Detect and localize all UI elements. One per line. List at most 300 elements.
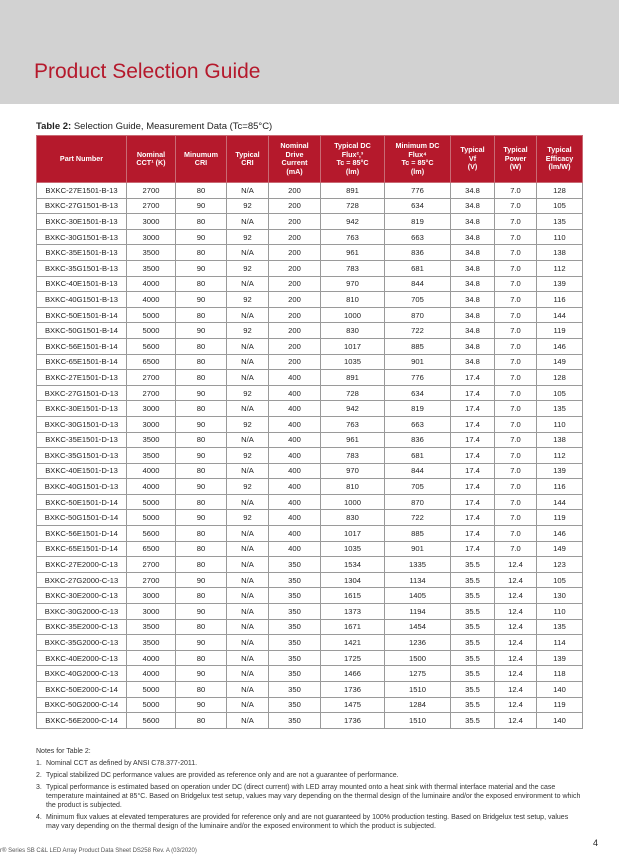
table-cell: 1405 xyxy=(385,588,451,604)
table-cell: 90 xyxy=(176,697,227,713)
table-cell: 138 xyxy=(537,432,583,448)
table-cell: 128 xyxy=(537,183,583,199)
table-cell: 885 xyxy=(385,338,451,354)
table-cell: 17.4 xyxy=(451,510,495,526)
column-header-line: Minumum xyxy=(184,149,218,159)
header-banner xyxy=(0,0,619,104)
table-cell: 112 xyxy=(537,260,583,276)
table-cell: 1475 xyxy=(321,697,385,713)
note-text: Nominal CCT as defined by ANSI C78.377-2011. xyxy=(46,760,198,767)
table-row xyxy=(37,338,583,354)
note-item xyxy=(36,759,582,768)
table-header-row xyxy=(37,136,583,183)
table-row xyxy=(37,260,583,276)
table-cell: 1421 xyxy=(321,635,385,651)
table-cell: 350 xyxy=(269,604,321,620)
table-cell: 112 xyxy=(537,448,583,464)
table-row xyxy=(37,432,583,448)
table-row xyxy=(37,448,583,464)
table-cell: 844 xyxy=(385,463,451,479)
table-cell: 400 xyxy=(269,463,321,479)
table-cell: 80 xyxy=(176,338,227,354)
table-cell: 681 xyxy=(385,260,451,276)
table-cell: 663 xyxy=(385,416,451,432)
table-cell: 35.5 xyxy=(451,682,495,698)
table-row xyxy=(37,682,583,698)
table-cell: 1275 xyxy=(385,666,451,682)
table-cell: 728 xyxy=(321,385,385,401)
table-cell: 7.0 xyxy=(495,354,537,370)
table-cell: 350 xyxy=(269,650,321,666)
table-cell: 970 xyxy=(321,276,385,292)
table-row xyxy=(37,666,583,682)
table-row xyxy=(37,479,583,495)
table-cell: 90 xyxy=(176,604,227,620)
table-cell: 705 xyxy=(385,292,451,308)
table-row xyxy=(37,354,583,370)
table-cell: 200 xyxy=(269,354,321,370)
table-cell: 144 xyxy=(537,307,583,323)
table-cell: 5000 xyxy=(127,323,176,339)
table-cell: 34.8 xyxy=(451,260,495,276)
table-cell: N/A xyxy=(227,245,269,261)
part-number-cell: BXKC-35E1501-D-13 xyxy=(37,432,127,448)
table-cell: 961 xyxy=(321,432,385,448)
table-cell: 7.0 xyxy=(495,260,537,276)
table-cell: 34.8 xyxy=(451,245,495,261)
column-header-line: Typical xyxy=(547,145,572,155)
table-row xyxy=(37,619,583,635)
table-row xyxy=(37,557,583,573)
table-cell: 2700 xyxy=(127,370,176,386)
part-number-cell: BXKC-40E2000-C-13 xyxy=(37,650,127,666)
table-cell: 763 xyxy=(321,416,385,432)
table-cell: 3000 xyxy=(127,604,176,620)
part-number-cell: BXKC-50E1501-D-14 xyxy=(37,494,127,510)
table-cell: 34.8 xyxy=(451,323,495,339)
part-number-cell: BXKC-27G2000-C-13 xyxy=(37,572,127,588)
table-row xyxy=(37,229,583,245)
table-cell: 810 xyxy=(321,292,385,308)
table-cell: 17.4 xyxy=(451,541,495,557)
table-cell: 140 xyxy=(537,713,583,729)
table-cell: 80 xyxy=(176,541,227,557)
table-cell: 970 xyxy=(321,463,385,479)
table-cell: 1035 xyxy=(321,354,385,370)
table-cell: 118 xyxy=(537,666,583,682)
table-cell: 728 xyxy=(321,198,385,214)
table-row xyxy=(37,416,583,432)
table-row xyxy=(37,697,583,713)
table-cell: 105 xyxy=(537,198,583,214)
column-header-line: Nominal xyxy=(280,141,309,150)
table-cell: 400 xyxy=(269,510,321,526)
part-number-cell: BXKC-56E1501-D-14 xyxy=(37,526,127,542)
table-cell: 116 xyxy=(537,292,583,308)
table-cell: 634 xyxy=(385,385,451,401)
table-cell: 80 xyxy=(176,354,227,370)
note-number: 4. xyxy=(36,814,42,821)
part-number-cell: BXKC-30G2000-C-13 xyxy=(37,604,127,620)
table-cell: 901 xyxy=(385,541,451,557)
table-cell: 200 xyxy=(269,292,321,308)
table-cell: 7.0 xyxy=(495,214,537,230)
column-header-line: Drive xyxy=(285,149,304,159)
table-cell: 200 xyxy=(269,276,321,292)
table-cell: 4000 xyxy=(127,650,176,666)
table-cell: 105 xyxy=(537,572,583,588)
table-cell: 105 xyxy=(537,385,583,401)
table-cell: 3000 xyxy=(127,401,176,417)
table-cell: 3500 xyxy=(127,245,176,261)
table-cell: 17.4 xyxy=(451,448,495,464)
table-cell: 870 xyxy=(385,494,451,510)
table-cell: 7.0 xyxy=(495,432,537,448)
table-cell: 200 xyxy=(269,338,321,354)
part-number-cell: BXKC-50E1501-B-14 xyxy=(37,307,127,323)
table-cell: 7.0 xyxy=(495,245,537,261)
table-cell: 80 xyxy=(176,307,227,323)
table-cell: N/A xyxy=(227,666,269,682)
table-cell: 35.5 xyxy=(451,713,495,729)
table-cell: 350 xyxy=(269,619,321,635)
table-cell: 5600 xyxy=(127,526,176,542)
table-cell: 80 xyxy=(176,588,227,604)
table-cell: 90 xyxy=(176,666,227,682)
table-cell: N/A xyxy=(227,526,269,542)
table-cell: 80 xyxy=(176,183,227,199)
table-cell: 12.4 xyxy=(495,650,537,666)
part-number-cell: BXKC-35G1501-B-13 xyxy=(37,260,127,276)
table-cell: 783 xyxy=(321,260,385,276)
table-cell: 1284 xyxy=(385,697,451,713)
part-number-cell: BXKC-65E1501-D-14 xyxy=(37,541,127,557)
column-header-line: (W) xyxy=(509,162,522,172)
table-cell: 2700 xyxy=(127,198,176,214)
table-cell: 200 xyxy=(269,323,321,339)
table-cell: 139 xyxy=(537,650,583,666)
table-cell: 5000 xyxy=(127,510,176,526)
table-cell: 34.8 xyxy=(451,198,495,214)
table-cell: N/A xyxy=(227,370,269,386)
table-row xyxy=(37,401,583,417)
table-cell: 819 xyxy=(385,401,451,417)
table-row xyxy=(37,463,583,479)
table-cell: 7.0 xyxy=(495,338,537,354)
table-cell: N/A xyxy=(227,307,269,323)
table-cell: 12.4 xyxy=(495,572,537,588)
table-cell: 17.4 xyxy=(451,370,495,386)
table-cell: 200 xyxy=(269,260,321,276)
table-cell: 400 xyxy=(269,541,321,557)
table-cell: 663 xyxy=(385,229,451,245)
table-cell: 12.4 xyxy=(495,713,537,729)
table-cell: 7.0 xyxy=(495,370,537,386)
part-number-cell: BXKC-40G2000-C-13 xyxy=(37,666,127,682)
notes-list xyxy=(36,759,582,831)
part-number-cell: BXKC-27G1501-B-13 xyxy=(37,198,127,214)
table-cell: 17.4 xyxy=(451,526,495,542)
column-header xyxy=(176,136,227,183)
table-cell: 4000 xyxy=(127,463,176,479)
table-cell: 681 xyxy=(385,448,451,464)
table-cell: 5600 xyxy=(127,713,176,729)
table-row xyxy=(37,370,583,386)
table-cell: 819 xyxy=(385,214,451,230)
table-cell: N/A xyxy=(227,401,269,417)
note-number: 2. xyxy=(36,772,42,779)
table-cell: 3500 xyxy=(127,432,176,448)
table-cell: 7.0 xyxy=(495,385,537,401)
table-row xyxy=(37,385,583,401)
table-cell: N/A xyxy=(227,650,269,666)
table-cell: 92 xyxy=(227,448,269,464)
table-cell: 17.4 xyxy=(451,416,495,432)
table-cell: 200 xyxy=(269,307,321,323)
column-header-line: Part Number xyxy=(59,153,104,163)
table-cell: 80 xyxy=(176,713,227,729)
table-cell: 400 xyxy=(269,432,321,448)
table-cell: N/A xyxy=(227,541,269,557)
table-cell: 35.5 xyxy=(451,588,495,604)
note-item xyxy=(36,771,582,780)
table-cell: N/A xyxy=(227,463,269,479)
table-cell: 891 xyxy=(321,183,385,199)
table-cell: 1335 xyxy=(385,557,451,573)
column-header xyxy=(385,136,451,183)
table-cell: 140 xyxy=(537,682,583,698)
table-cell: 3500 xyxy=(127,619,176,635)
column-header-line: CCT¹ (K) xyxy=(136,158,166,167)
table-cell: 1615 xyxy=(321,588,385,604)
note-number: 3. xyxy=(36,784,42,791)
table-cell: 1510 xyxy=(385,682,451,698)
table-cell: 12.4 xyxy=(495,588,537,604)
table-cell: 80 xyxy=(176,276,227,292)
table-cell: 12.4 xyxy=(495,604,537,620)
table-cell: 1000 xyxy=(321,307,385,323)
column-header-line: CRI xyxy=(194,158,208,167)
table-cell: 634 xyxy=(385,198,451,214)
table-row xyxy=(37,214,583,230)
table-cell: 3500 xyxy=(127,448,176,464)
table-cell: 1466 xyxy=(321,666,385,682)
column-header-line: Flux⁴ xyxy=(408,149,427,159)
part-number-cell: BXKC-27E1501-D-13 xyxy=(37,370,127,386)
table-cell: 92 xyxy=(227,260,269,276)
part-number-cell: BXKC-40G1501-B-13 xyxy=(37,292,127,308)
table-cell: 80 xyxy=(176,432,227,448)
table-cell: 350 xyxy=(269,697,321,713)
table-row xyxy=(37,323,583,339)
table-cell: 830 xyxy=(321,510,385,526)
table-cell: N/A xyxy=(227,354,269,370)
column-header-line: (lm) xyxy=(345,166,360,176)
part-number-cell: BXKC-56E2000-C-14 xyxy=(37,713,127,729)
table-cell: 80 xyxy=(176,682,227,698)
table-cell: 350 xyxy=(269,557,321,573)
table-cell: 1736 xyxy=(321,713,385,729)
page-title: Product Selection Guide xyxy=(34,60,261,83)
table-cell: 7.0 xyxy=(495,463,537,479)
table-cell: 810 xyxy=(321,479,385,495)
table-row xyxy=(37,183,583,199)
part-number-cell: BXKC-27E2000-C-13 xyxy=(37,557,127,573)
table-cell: 7.0 xyxy=(495,479,537,495)
table-cell: 130 xyxy=(537,588,583,604)
table-cell: 135 xyxy=(537,401,583,417)
table-cell: 1236 xyxy=(385,635,451,651)
table-cell: 90 xyxy=(176,479,227,495)
table-cell: 80 xyxy=(176,401,227,417)
table-cell: 6500 xyxy=(127,354,176,370)
table-row xyxy=(37,510,583,526)
table-cell: 7.0 xyxy=(495,292,537,308)
column-header-line: CRI xyxy=(241,158,254,167)
table-row xyxy=(37,541,583,557)
table-cell: 90 xyxy=(176,198,227,214)
part-number-cell: BXKC-50G1501-B-14 xyxy=(37,323,127,339)
table-cell: 1736 xyxy=(321,682,385,698)
table-cell: 942 xyxy=(321,214,385,230)
table-cell: 7.0 xyxy=(495,448,537,464)
table-cell: 961 xyxy=(321,245,385,261)
column-header xyxy=(269,136,321,183)
table-cell: 350 xyxy=(269,635,321,651)
table-cell: 35.5 xyxy=(451,650,495,666)
table-cell: 1534 xyxy=(321,557,385,573)
table-cell: 7.0 xyxy=(495,416,537,432)
part-number-cell: BXKC-40E1501-B-13 xyxy=(37,276,127,292)
part-number-cell: BXKC-50E2000-C-14 xyxy=(37,682,127,698)
table-cell: 3000 xyxy=(127,214,176,230)
table-cell: 1671 xyxy=(321,619,385,635)
table-cell: 1000 xyxy=(321,494,385,510)
table-cell: 763 xyxy=(321,229,385,245)
table-cell: 5000 xyxy=(127,682,176,698)
table-cell: N/A xyxy=(227,697,269,713)
table-cell: 80 xyxy=(176,619,227,635)
table-cell: 5000 xyxy=(127,697,176,713)
table-cell: 901 xyxy=(385,354,451,370)
part-number-cell: BXKC-35G1501-D-13 xyxy=(37,448,127,464)
table-cell: 92 xyxy=(227,323,269,339)
table-cell: 400 xyxy=(269,401,321,417)
table-cell: 7.0 xyxy=(495,401,537,417)
table-cell: 90 xyxy=(176,260,227,276)
table-cell: 400 xyxy=(269,494,321,510)
table-cell: 90 xyxy=(176,416,227,432)
table-cell: 80 xyxy=(176,463,227,479)
table-cell: 4000 xyxy=(127,666,176,682)
part-number-cell: BXKC-30G1501-B-13 xyxy=(37,229,127,245)
notes-title: Notes for Table 2: xyxy=(36,748,91,755)
table-cell: N/A xyxy=(227,494,269,510)
table-cell: N/A xyxy=(227,682,269,698)
table-cell: 1017 xyxy=(321,338,385,354)
table-cell: 400 xyxy=(269,448,321,464)
table-cell: 400 xyxy=(269,526,321,542)
note-number: 1. xyxy=(36,760,42,767)
table-cell: N/A xyxy=(227,604,269,620)
table-cell: 119 xyxy=(537,697,583,713)
table-cell: 149 xyxy=(537,541,583,557)
table-row xyxy=(37,245,583,261)
note-text: Typical performance is estimated based on operation under DC (direct current) with LED array mounted onto a heat sink with thermal interface material and the case temperature maintained at 85°C. Based on Bridgelux test setup, values may vary depending on the thermal design of the luminaire and/or the exposed environment to which the product is subjected. xyxy=(46,784,581,809)
table-cell: 80 xyxy=(176,245,227,261)
column-header xyxy=(227,136,269,183)
table-cell: 350 xyxy=(269,713,321,729)
table-cell: N/A xyxy=(227,572,269,588)
part-number-cell: BXKC-30E1501-B-13 xyxy=(37,214,127,230)
column-header xyxy=(321,136,385,183)
table-body xyxy=(37,183,583,729)
table-cell: 80 xyxy=(176,214,227,230)
table-cell: 90 xyxy=(176,292,227,308)
table-caption-text: Selection Guide, Measurement Data (Tc=85°C) xyxy=(71,121,273,132)
table-cell: 35.5 xyxy=(451,557,495,573)
table-cell: 90 xyxy=(176,510,227,526)
table-cell: 7.0 xyxy=(495,276,537,292)
table-cell: 92 xyxy=(227,510,269,526)
table-cell: 400 xyxy=(269,370,321,386)
table-cell: 1304 xyxy=(321,572,385,588)
table-cell: 400 xyxy=(269,385,321,401)
table-cell: 4000 xyxy=(127,276,176,292)
table-cell: 135 xyxy=(537,619,583,635)
part-number-cell: BXKC-27G1501-D-13 xyxy=(37,385,127,401)
table-cell: 400 xyxy=(269,479,321,495)
table-row xyxy=(37,713,583,729)
column-header-line: (lm) xyxy=(410,166,425,176)
table-cell: 90 xyxy=(176,229,227,245)
table-cell: 3000 xyxy=(127,229,176,245)
table-cell: N/A xyxy=(227,619,269,635)
table-cell: N/A xyxy=(227,635,269,651)
table-cell: 776 xyxy=(385,370,451,386)
table-cell: 17.4 xyxy=(451,494,495,510)
column-header xyxy=(451,136,495,183)
table-cell: 836 xyxy=(385,432,451,448)
table-cell: 90 xyxy=(176,572,227,588)
footer-text: r® Series SB C&L LED Array Product Data Sheet DS258 Rev. A (03/2020) xyxy=(0,848,197,854)
table-cell: 891 xyxy=(321,370,385,386)
table-cell: 7.0 xyxy=(495,198,537,214)
table-cell: 34.8 xyxy=(451,354,495,370)
table-cell: 139 xyxy=(537,463,583,479)
table-cell: 2700 xyxy=(127,385,176,401)
table-cell: N/A xyxy=(227,713,269,729)
table-row xyxy=(37,276,583,292)
table-cell: 5000 xyxy=(127,307,176,323)
table-cell: 1500 xyxy=(385,650,451,666)
table-cell: 836 xyxy=(385,245,451,261)
table-cell: 34.8 xyxy=(451,307,495,323)
part-number-cell: BXKC-56E1501-B-14 xyxy=(37,338,127,354)
table-cell: N/A xyxy=(227,338,269,354)
table-row xyxy=(37,198,583,214)
table-cell: 200 xyxy=(269,183,321,199)
table-cell: 776 xyxy=(385,183,451,199)
table-cell: 146 xyxy=(537,338,583,354)
table-cell: 149 xyxy=(537,354,583,370)
table-cell: 7.0 xyxy=(495,510,537,526)
table-cell: 34.8 xyxy=(451,214,495,230)
table-cell: 92 xyxy=(227,479,269,495)
column-header-line: Tc = 85°C xyxy=(401,158,434,167)
column-header-line: Vf xyxy=(468,153,477,163)
table-cell: 705 xyxy=(385,479,451,495)
